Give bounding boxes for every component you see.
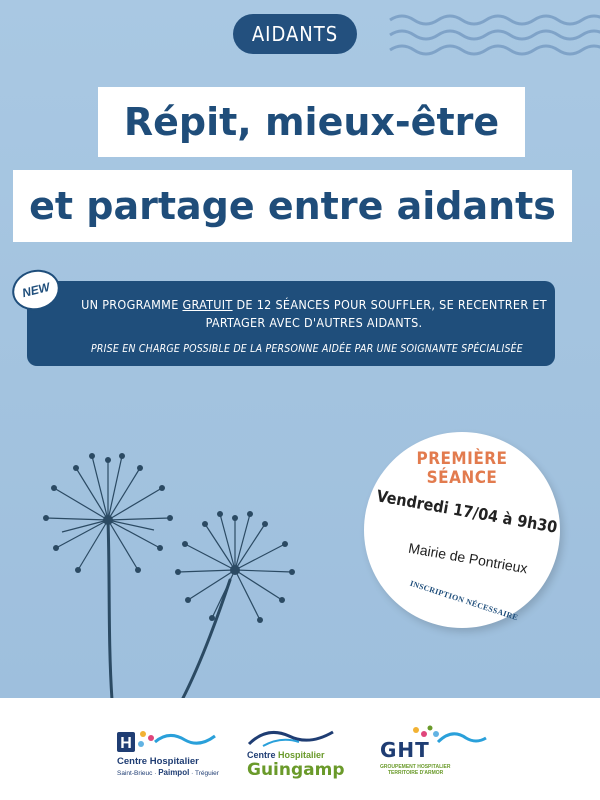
paimpol-line-2: Saint-Brieuc · Paimpol · Tréguier xyxy=(117,768,219,777)
title-line-1: Répit, mieux-être xyxy=(98,87,525,157)
paimpol-line-1: Centre Hospitalier xyxy=(117,756,199,767)
postmark-waves-icon xyxy=(370,0,600,80)
guingamp-line-1: Centre Hospitalier xyxy=(247,750,325,760)
ght-line-2: TERRITOIRE D'ARMOR xyxy=(388,770,444,776)
new-badge: NEW xyxy=(8,265,64,315)
hospital-h-icon xyxy=(113,728,223,754)
guingamp-wave-icon xyxy=(243,726,343,748)
care-note: PRISE EN CHARGE POSSIBLE DE LA PERSONNE AIDÉE PAR UNE SOIGNANTE SPÉCIALISÉE xyxy=(91,343,523,355)
ght-mark: GHT xyxy=(380,738,430,762)
ght-line-1: GROUPEMENT HOSPITALIER xyxy=(380,764,451,770)
session-date: Vendredi 17/04 à 9h30 xyxy=(375,486,559,537)
session-location: Mairie de Pontrieux xyxy=(407,539,529,577)
category-tag: AIDANTS xyxy=(233,14,357,54)
guingamp-line-2: Guingamp xyxy=(247,760,345,780)
program-banner xyxy=(27,281,555,366)
free-highlight: GRATUIT xyxy=(182,297,233,312)
logo-ght xyxy=(378,724,488,779)
sticker-heading: PREMIÈRE SÉANCE xyxy=(416,449,508,488)
title-line-2: et partage entre aidants xyxy=(13,170,572,242)
logo-ch-paimpol xyxy=(113,728,223,778)
partner-logos xyxy=(0,698,600,800)
svg-text:H: H xyxy=(120,735,132,752)
logo-ch-guingamp xyxy=(243,726,343,781)
dandelion-illustration xyxy=(30,420,330,700)
program-description: UN PROGRAMME GRATUIT DE 12 SÉANCES POUR SOUFFLER, SE RECENTRER ET PARTAGER AVEC D'AUTRES AIDANTS. xyxy=(81,297,547,330)
first-session-sticker xyxy=(364,432,560,628)
registration-note: INSCRIPTION NÉCESSAIRE xyxy=(408,578,520,623)
